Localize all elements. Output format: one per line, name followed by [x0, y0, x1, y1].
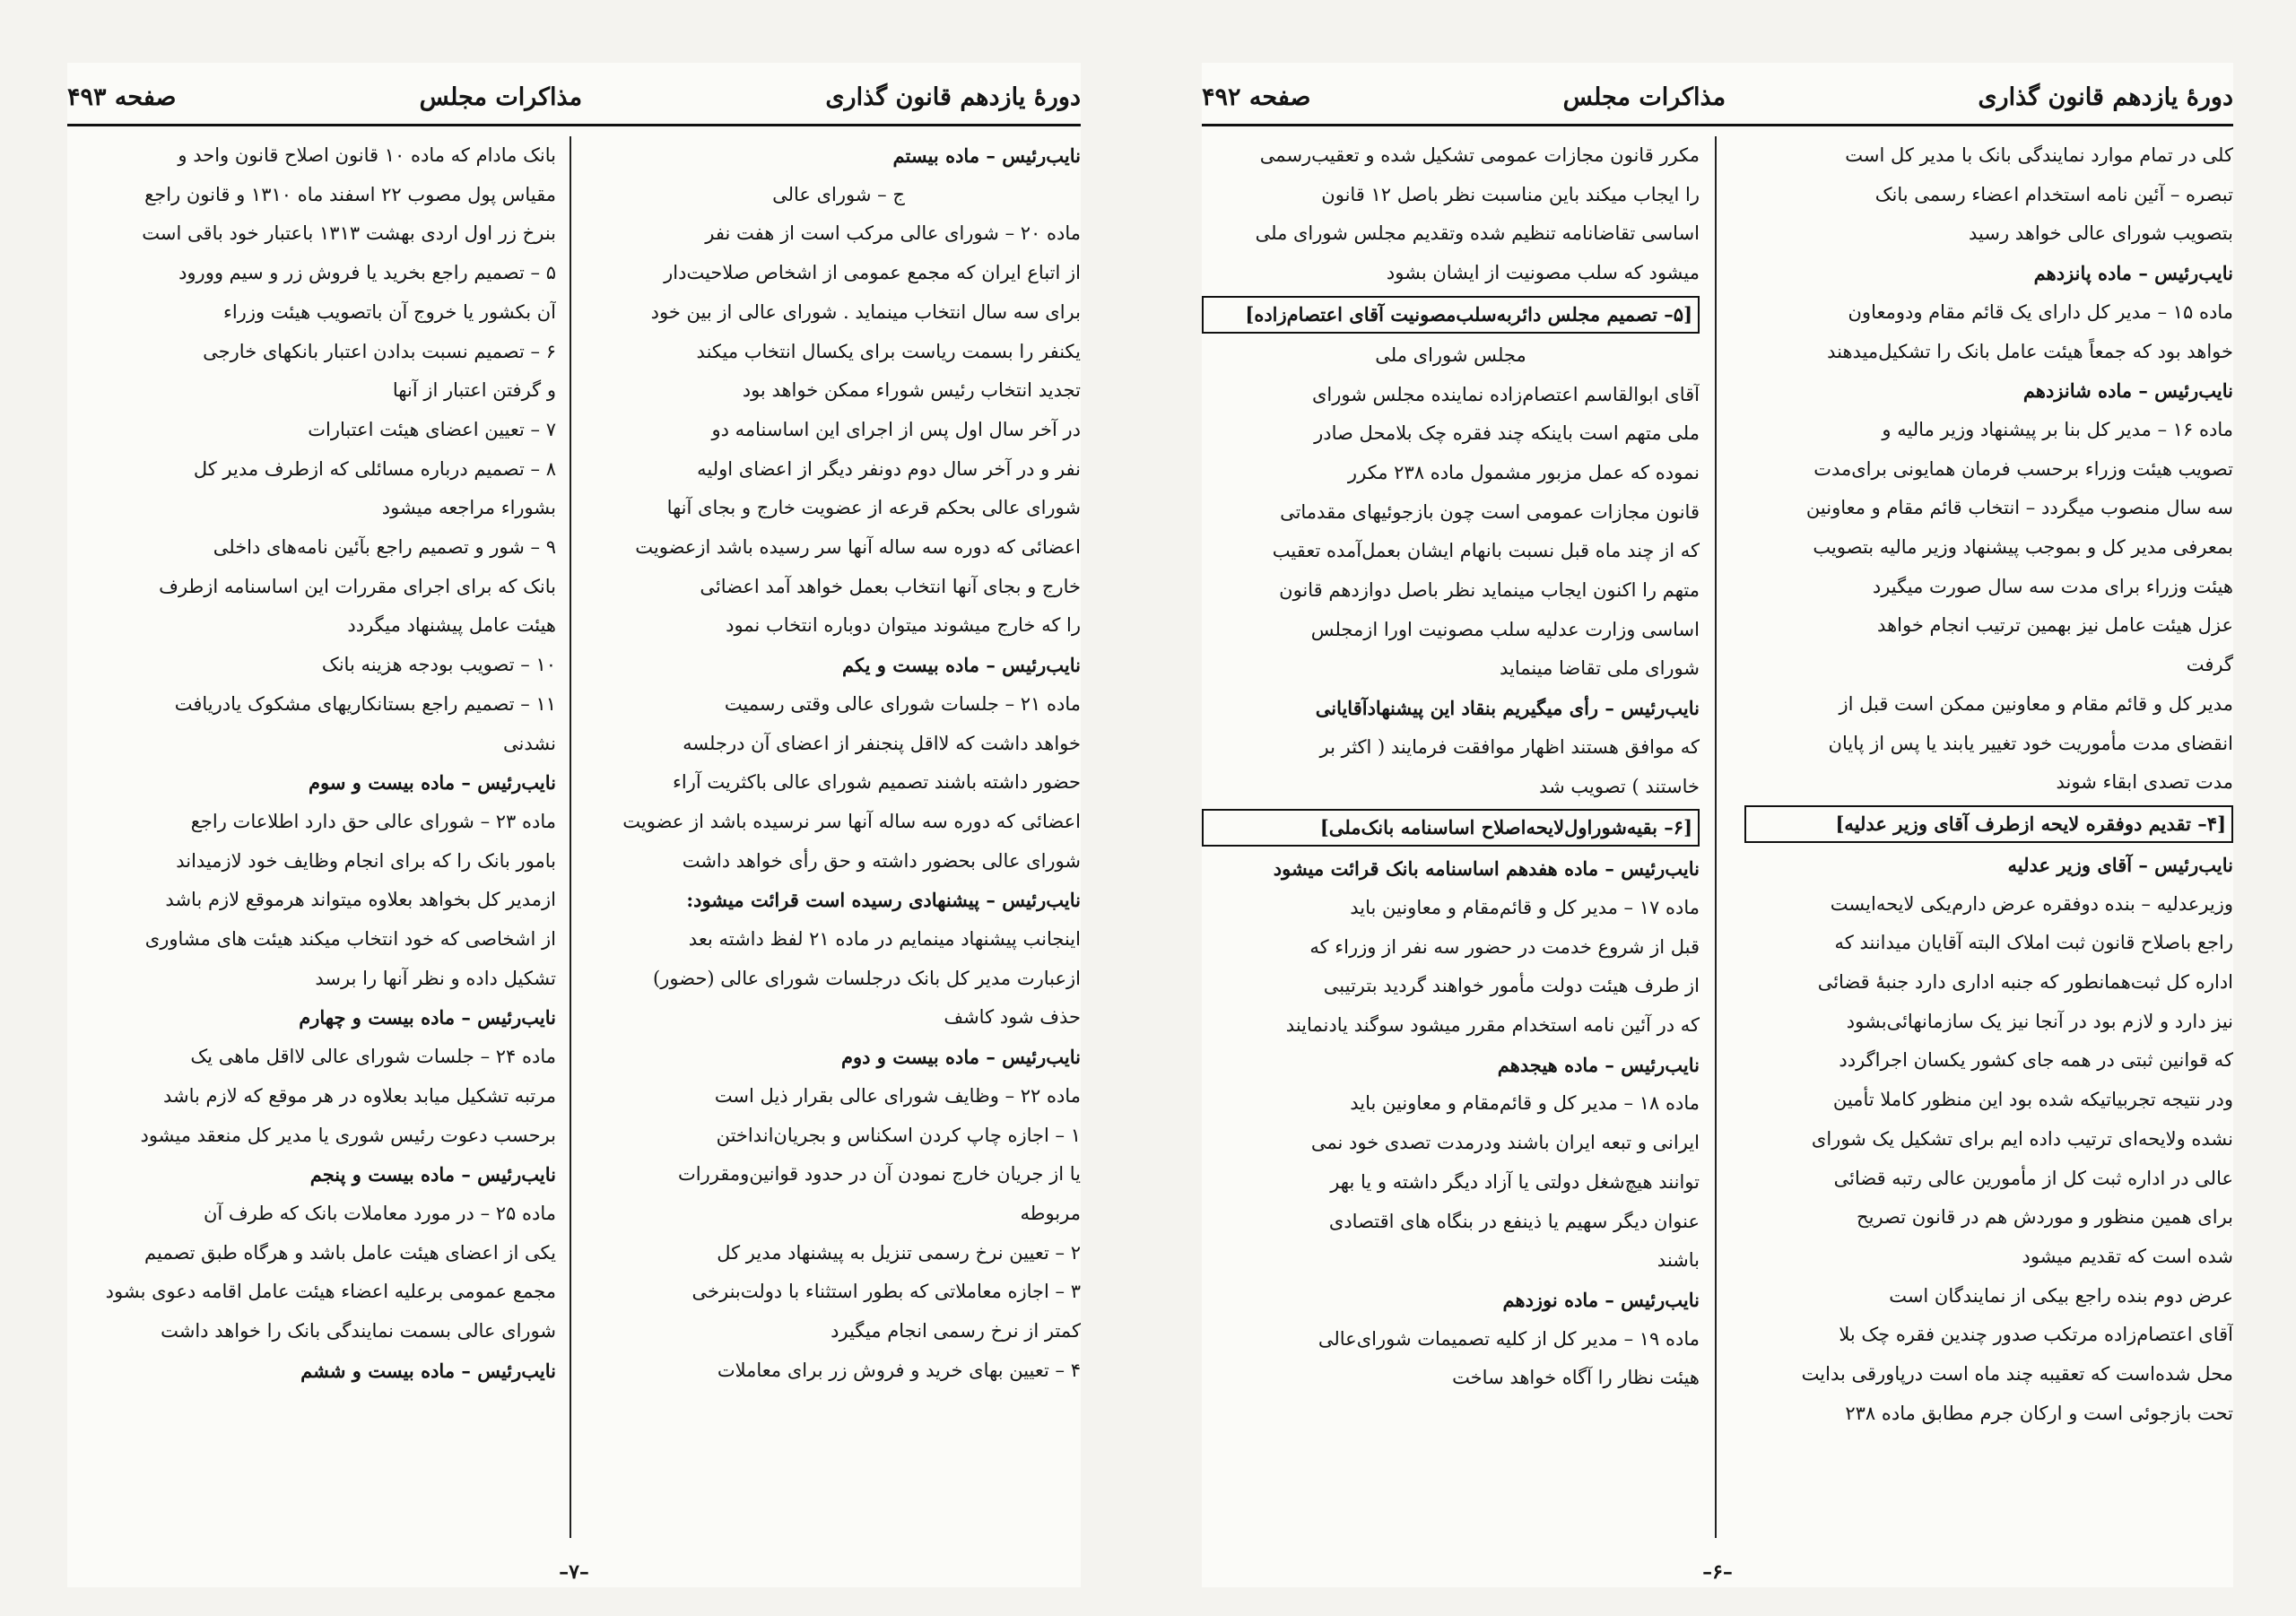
text-line: را ایجاب میکند باین مناسبت نظر باصل ۱۲ قانون — [1321, 183, 1700, 205]
text-line: برای همین منظور و موردش هم در قانون تصریح — [1857, 1206, 2233, 1229]
text-line: خواهد داشت که لااقل پنجنفر از اعضای آن درجلسه — [683, 732, 1081, 754]
text-line: در آخر سال اول پس از اجرای این اساسنامه دو — [711, 418, 1081, 440]
text-line: نشدنی — [503, 732, 556, 754]
text-line: تحت بازجوئی است و ارکان جرم مطابق ماده ۲۳۸ — [1845, 1402, 2233, 1424]
text-line: ۱۱ – تصمیم راجع بستانکاریهای مشکوک یادریافت — [174, 692, 556, 715]
page-number: صفحه ۴۹۳ — [67, 83, 177, 111]
text-line: نایب‌رئیس – ماده بیست و پنجم — [309, 1163, 556, 1186]
text-line: شورای عالی بحکم قرعه از عضویت خارج و بجای آنها — [666, 497, 1081, 519]
text-line: بانک که برای اجرای مقررات این اساسنامه ازطرف — [159, 575, 556, 597]
text-line: نیز دارد و لازم بود در آنجا نیز یک سازمانهائی‌بشود — [1846, 1010, 2233, 1032]
page-header — [1202, 70, 2233, 124]
text-line: نایب‌رئیس – ماده بیست و دوم — [840, 1046, 1081, 1069]
text-line: حضور داشته باشند تصمیم شورای عالی باکثریت آراء — [673, 771, 1081, 794]
section-heading: [۵– تصمیم مجلس دائربه‌سلب‌مصونیت آقای اعتصام‌زاده] — [1202, 296, 1700, 334]
text-line: ۲ – تعیین نرخ رسمی تنزیل به پیشنهاد مدیر کل — [717, 1241, 1081, 1264]
text-line: مکرر قانون مجازات عمومی تشکیل شده و تعقیب‌رسمی — [1259, 144, 1700, 166]
header-center: مذاکرات مجلس — [419, 83, 583, 111]
text-line: نایب‌رئیس – ماده بیستم — [892, 144, 1081, 167]
text-line: خاستند ) تصویب شد — [1539, 775, 1700, 797]
text-line: عنوان دیگر سهیم یا ذینفع در بنگاه های اقتصادی — [1328, 1210, 1700, 1232]
text-line: را که خارج میشوند میتوان دوباره انتخاب نمود — [726, 614, 1081, 637]
text-line: متهم را اکنون ایجاب مینماید نظر باصل دوازدهم قانون — [1279, 579, 1700, 602]
text-line: انقضای مدت مأموریت خود تغییر یابند یا پس از پایان — [1828, 732, 2233, 754]
text-line: نایب‌رئیس – ماده هفدهم اساسنامه بانک قرائت میشود — [1273, 857, 1700, 881]
text-line: محل شده‌است که تعقیبه چند ماه است درپاورقی بدایت — [1801, 1363, 2233, 1386]
page-footer: –۶– — [1702, 1560, 1733, 1584]
text-line: شده است که تقدیم میشود — [2022, 1245, 2233, 1267]
text-line: نایب‌رئیس – ماده نوزدهم — [1502, 1288, 1700, 1311]
text-line: ۹ – شور و تصمیم راجع بآئین نامه‌های داخلی — [213, 536, 556, 559]
text-line: نفر و در آخر سال دوم دونفر دیگر از اعضای اولیه — [697, 457, 1081, 480]
text-line: خواهد بود که جمعاً هیئت عامل بانک را تشکیل‌میدهند — [1827, 340, 2233, 362]
text-line: ازمدیر کل بخواهد بعلاوه میتواند هرموقع لازم باشد — [165, 889, 556, 911]
text-line: ماده ۲۵ – در مورد معاملات بانک که طرف آن — [203, 1202, 556, 1224]
text-line: ماده ۲۰ – شورای عالی مرکب است از هفت نفر — [705, 222, 1081, 245]
text-line: اساسی تقاضانامه تنظیم شده وتقدیم مجلس شورای ملی — [1255, 222, 1700, 245]
section-heading: [۴– تقدیم دوفقره لایحه ازطرف آقای وزیر عدلیه] — [1744, 805, 2233, 843]
text-line: بانک مادام که ماده ۱۰ قانون اصلاح قانون واحد و — [178, 144, 556, 166]
text-line: ج – شورای عالی — [772, 183, 905, 205]
text-line: بشوراء مراجعه میشود — [381, 497, 556, 519]
header-rule — [1202, 124, 2233, 126]
text-line: کمتر از نرخ رسمی انجام میگیرد — [831, 1320, 1081, 1342]
text-line: بمعرفی مدیر کل و بموجب پیشنهاد وزیر مالیه بتصویب — [1813, 536, 2233, 559]
text-line: نموده که عمل مزبور مشمول ماده ۲۳۸ مکرر — [1347, 461, 1700, 483]
text-line: ۷ – تعیین اعضای هیئت اعتبارات — [308, 418, 556, 440]
text-line: نایب‌رئیس – ماده هیجدهم — [1497, 1053, 1700, 1076]
text-line: برحسب دعوت رئیس شوری یا مدیر کل منعقد میشود — [140, 1124, 556, 1146]
text-line: مقیاس پول مصوب ۲۲ اسفند ماه ۱۳۱۰ و قانون راجع — [144, 183, 556, 205]
text-line: مدیر کل و قائم مقام و معاونین ممکن است قبل از — [1839, 692, 2233, 715]
text-line: ماده ۱۵ – مدیر کل دارای یک قائم مقام ودومعاون — [1848, 300, 2233, 323]
text-column-left — [67, 136, 556, 1538]
text-line: اساسی وزارت عدلیه سلب مصونیت اورا ازمجلس — [1310, 618, 1700, 640]
text-line: از طرف هیئت دولت مأمور خواهند گردید بترتیبی — [1323, 975, 1700, 997]
text-line: بنرخ زر اول اردی بهشت ۱۳۱۳ باعتبار خود باقی است — [142, 222, 556, 245]
text-line: راجع باصلاح قانون ثبت املاک البته آقایان میدانند که — [1834, 932, 2233, 954]
header-rule — [67, 124, 1081, 126]
text-line: نایب‌رئیس – ماده بیست و یکم — [842, 654, 1081, 677]
text-line: ماده ۲۳ – شورای عالی حق دارد اطلاعات راجع — [190, 810, 556, 832]
text-line: ایرانی و تبعه ایران باشند ودرمدت تصدی خود نمی — [1310, 1132, 1700, 1154]
header-title: دورهٔ یازدهم قانون گذاری — [825, 83, 1081, 111]
text-line: ۶ – تصمیم نسبت بدادن اعتبار بانکهای خارجی — [203, 340, 556, 362]
text-line: یکنفر را بسمت ریاست برای یکسال انتخاب میکند — [696, 340, 1081, 362]
text-line: آقای ابوالقاسم اعتصام‌زاده نماینده مجلس شورای — [1311, 383, 1700, 405]
text-line: خارج و بجای آنها انتخاب بعمل خواهد آمد اعضائی — [700, 575, 1081, 597]
text-line: نایب‌رئیس – ماده بیست و ششم — [300, 1359, 556, 1382]
text-line: ملی متهم است باینکه چند فقره چک بلامحل صادر — [1314, 422, 1700, 445]
text-line: ماده ۱۸ – مدیر کل و قائم‌مقام و معاونین باید — [1350, 1092, 1700, 1115]
text-line: قبل از شروع خدمت در حضور سه نفر از وزراء که — [1309, 935, 1700, 958]
text-line: ودر نتیجه تجربیاتیکه شده بود این منظور کاملا تأمین — [1832, 1089, 2233, 1111]
text-line: نشده ولایحه‌ای ترتیب داده ایم برای تشکیل یک شورای — [1811, 1127, 2233, 1150]
text-line: ماده ۲۲ – وظایف شورای عالی بقرار ذیل است — [714, 1084, 1081, 1107]
text-line: هیئت وزراء برای مدت سه سال صورت میگیرد — [1872, 575, 2233, 597]
text-line: نایب‌رئیس – رأی میگیریم بنقاد این پیشنهادآقایانی — [1315, 697, 1700, 720]
text-line: ۴ – تعیین بهای خرید و فروش زر برای معاملات — [717, 1359, 1081, 1381]
text-line: تبصره – آئین نامه استخدام اعضاء رسمی بانک — [1874, 183, 2233, 205]
text-line: بامور بانک را که برای انجام وظایف خود لازمیداند — [176, 849, 556, 872]
page-number: صفحه ۴۹۲ — [1202, 83, 1311, 111]
text-line: از اشخاصی که خود انتخاب میکند هیئت های مشاوری — [144, 928, 556, 951]
text-line: و گرفتن اعتبار از آنها — [392, 379, 556, 402]
text-line: ماده ۱۷ – مدیر کل و قائم‌مقام و معاونین باید — [1350, 896, 1700, 918]
text-line: وزیرعدلیه – بنده دوفقره عرض دارم‌یکی لایحه‌ایست — [1830, 892, 2233, 915]
text-column-left — [1202, 136, 1700, 1538]
text-line: ماده ۱۹ – مدیر کل از کلیه تصمیمات شورای‌عالی — [1318, 1327, 1700, 1350]
text-line: ماده ۲۴ – جلسات شورای عالی لااقل ماهی یک — [190, 1046, 556, 1068]
text-line: یکی از اعضای هیئت عامل باشد و هرگاه طبق تصمیم — [144, 1241, 556, 1264]
text-line: اداره کل ثبت‌همانطور که جنبه اداری دارد جنبهٔ قضائی — [1817, 971, 2233, 994]
header-title: دورهٔ یازدهم قانون گذاری — [1978, 83, 2233, 111]
header-center: مذاکرات مجلس — [1562, 83, 1726, 111]
text-line: که موافق هستند اظهار موافقت فرمایند ( اکثر بر — [1319, 735, 1700, 758]
text-line: گرفت — [2186, 654, 2233, 676]
text-line: مجمع عمومی برعلیه اعضاء هیئت عامل اقامه دعوی بشود — [105, 1281, 556, 1303]
text-line: ماده ۱۶ – مدیر کل بنا بر پیشنهاد وزیر مالیه و — [1882, 418, 2233, 440]
text-line: توانند هیچ‌شغل دولتی یا آزاد دیگر داشته و یا بهر — [1330, 1170, 1700, 1193]
text-line: شورای عالی بسمت نمایندگی بانک را خواهد داشت — [161, 1320, 556, 1342]
column-divider — [1715, 136, 1717, 1538]
text-line: حذف شود کاشف — [944, 1006, 1081, 1029]
column-divider — [570, 136, 571, 1538]
page-footer: –۷– — [559, 1560, 589, 1584]
text-column-right — [596, 136, 1081, 1538]
text-line: شورای ملی تقاضا مینماید — [1499, 657, 1700, 680]
text-line: نایب‌رئیس – ماده پانزدهم — [2033, 262, 2233, 285]
text-line: ۳ – اجازه معاملاتی که بطور استثناء با دولت‌بنرخی — [691, 1281, 1081, 1303]
page-header — [67, 70, 1081, 124]
text-line: آن بکشور یا خروج آن باتصویب هیئت وزراء — [222, 300, 556, 323]
right-page — [1202, 63, 2233, 1587]
text-line: عالی در اداره ثبت کل از مأمورین عالی رتبه قضائی — [1833, 1167, 2233, 1189]
text-line: مجلس شورای ملی — [1375, 343, 1526, 366]
text-line: مربوطه — [1020, 1202, 1081, 1224]
text-line: نایب‌رئیس – ماده بیست و چهارم — [299, 1006, 556, 1030]
text-line: ۸ – تصمیم درباره مسائلی که ازطرف مدیر کل — [193, 457, 556, 480]
text-line: باشند — [1657, 1249, 1700, 1272]
text-line: ۱۰ – تصویب بودجه هزینه بانک — [321, 654, 556, 676]
text-line: ماده ۲۱ – جلسات شورای عالی وقتی رسمیت — [724, 692, 1081, 715]
text-column-right — [1744, 136, 2233, 1538]
section-heading: [۶– بقیه‌شوراول‌لایحه‌اصلاح اساسنامه بانک‌ملی] — [1202, 809, 1700, 847]
text-line: آقای اعتصام‌زاده مرتکب صدور چندین فقره چک بلا — [1839, 1324, 2233, 1346]
text-line: که در آئین نامه استخدام مقرر میشود سوگند یادنمایند — [1285, 1014, 1700, 1037]
text-line: بتصویب شورای عالی خواهد رسید — [1969, 222, 2233, 245]
text-line: عزل هیئت عامل نیز بهمین ترتیب انجام خواهد — [1877, 614, 2233, 637]
text-line: تشکیل داده و نظر آنها را برسد — [315, 967, 556, 989]
text-line: نایب‌رئیس – ماده بیست و سوم — [309, 771, 556, 795]
text-line: نایب‌رئیس – آقای وزیر عدلیه — [2007, 853, 2233, 876]
text-line: هیئت نظار را آگاه خواهد ساخت — [1452, 1367, 1700, 1389]
text-line: ازعبارت مدیر کل بانک درجلسات شورای عالی (حضور) — [653, 967, 1081, 989]
text-line: عرض دوم بنده راجع بیکی از نمایندگان است — [1889, 1284, 2233, 1307]
text-line: میشود که سلب مصونیت از ایشان بشود — [1386, 262, 1700, 284]
text-line: که از چند ماه قبل نسبت بانهام ایشان بعمل‌آمده تعقیب — [1272, 540, 1700, 562]
text-line: مرتبه تشکیل میابد بعلاوه در هر موقع که لازم باشد — [163, 1084, 556, 1107]
text-line: تجدید انتخاب رئیس شوراء ممکن خواهد بود — [742, 379, 1081, 402]
text-line: نایب‌رئیس – ماده شانزدهم — [2022, 379, 2233, 403]
left-page — [67, 63, 1081, 1587]
text-line: تصویب هیئت وزراء برحسب فرمان همایونی برای‌مدت — [1813, 457, 2233, 480]
text-line: کلی در تمام موارد نمایندگی بانک با مدیر کل است — [1845, 144, 2233, 166]
text-line: یا از جریان خارج نمودن آن در حدود قوانین‌ومقررات — [677, 1163, 1081, 1186]
text-line: از اتباع ایران که مجمع عمومی از اشخاص صلاحیت‌دار — [664, 262, 1081, 284]
text-line: اعضائی که دوره سه ساله آنها سر رسیده باشد ازعضویت — [635, 536, 1081, 559]
text-line: قانون مجازات عمومی است چون بازجوئیهای مقدماتی — [1280, 500, 1700, 523]
text-line: اعضائی که دوره سه ساله آنها سر نرسیده باشد از عضویت — [622, 810, 1081, 832]
text-line: اینجانب پیشنهاد مینمایم در ماده ۲۱ لفظ داشته بعد — [688, 928, 1081, 951]
text-line: مدت تصدی ابقاء شوند — [2056, 771, 2233, 794]
text-line: سه سال منصوب میگردد – انتخاب قائم مقام و معاونین — [1805, 497, 2233, 519]
text-line: شورای عالی بحضور داشته و حق رأی خواهد داشت — [682, 849, 1081, 872]
text-line: ۱ – اجازه چاپ کردن اسکناس و بجریان‌انداختن — [716, 1124, 1081, 1146]
text-line: هیئت عامل پیشنهاد میگردد — [347, 614, 556, 637]
text-line: نایب‌رئیس – پیشنهادی رسیده است قرائت میشود: — [686, 889, 1081, 912]
text-line: برای سه سال انتخاب مینماید . شورای عالی از بین خود — [650, 300, 1081, 323]
text-line: ۵ – تصمیم راجع بخرید یا فروش زر و سیم وورود — [178, 262, 556, 284]
text-line: که قوانین ثبتی در همه جای کشور یکسان اجراگردد — [1839, 1049, 2233, 1072]
